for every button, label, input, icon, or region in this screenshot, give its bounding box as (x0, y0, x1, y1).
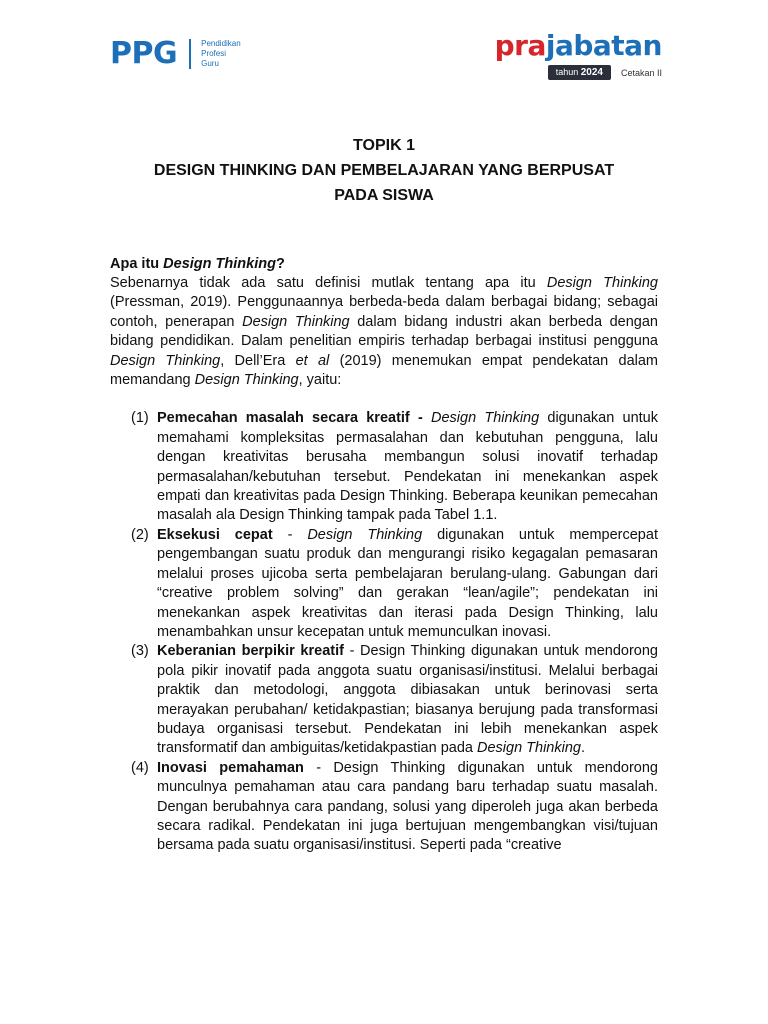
section-heading (110, 255, 658, 274)
topic-title-line: TOPIK 1 (353, 137, 415, 154)
item-tail: . (580, 740, 586, 757)
heading-emphasis: Design Thinking (163, 256, 276, 272)
intro-text: , yaitu: (298, 372, 342, 389)
item-text: - Design Thinking digunakan untuk mendorong pola pikir inovatif pada anggota suatu organisasi/institusi. Melalui berbagai praktik dan metodologi, anggota dibiasakan untuk berinovasi serta merayakan perubahan/ ketidakpastian; biasanya berujung pada transformasi budaya organisasi tersebut. Pendekatan ini lebih menekankan aspek transformatif dan ambiguitas/ketidakpastian pada (157, 643, 658, 757)
intro-text: , Dell’Era (220, 352, 296, 369)
item-text: digunakan untuk mempercepat pengembangan suatu produk dan mengurangi risiko kegagalan pemasaran melalui proses ujicoba serta pembelajaran berulang-ulang. Gabungan dari “creative problem solving” dan gerakan “lean/agile”; pendekatan ini menekankan aspek kreativitas dan iterasi pada Design Thinking, lalu menambahkan unsur kecepatan untuk memunculkan inovasi. (157, 526, 658, 640)
intro-emphasis: Design Thinking (110, 352, 221, 369)
prajabatan-part2: jabatan (545, 29, 662, 62)
year-value: 2024 (580, 67, 603, 78)
prajabatan-meta (495, 65, 662, 80)
topic-title-line: PADA SISWA (334, 187, 434, 204)
item-separator: - (272, 526, 308, 543)
topic-title-line: DESIGN THINKING DAN PEMBELAJARAN YANG BERPUSAT (153, 162, 615, 179)
ppg-sub-line: Pendidikan (201, 38, 241, 48)
approach-list (110, 409, 658, 855)
ppg-logo-subtitle (201, 39, 241, 69)
item-lead: Pemecahan masalah secara kreatif - (157, 410, 432, 427)
prajabatan-wordmark (495, 30, 662, 62)
list-number: (3) (131, 643, 149, 660)
ppg-sub-line: Profesi (201, 48, 227, 58)
list-item (131, 526, 658, 642)
intro-emphasis: Design Thinking (546, 275, 658, 291)
item-text: digunakan untuk memahami kompleksitas permasalahan dan kebutuhan pengguna, lalu dengan kreativitas berusaha membangun solusi inovatif terhadap permasalahan/kebutuhan tersebut. Pendekatan ini menekankan aspek empati dan kreativitas pada Design Thinking. Beberapa keunikan pemecahan masalah ala Design Thinking tampak pada Tabel 1.1. (157, 410, 658, 524)
topic-title (110, 133, 658, 208)
item-lead: Keberanian berpikir kreatif (157, 643, 344, 660)
ppg-logo-divider (189, 39, 191, 69)
intro-text: (Pressman, 2019). Penggunaannya berbeda-beda dalam berbagai bidang; sebagai contoh, penerapan (110, 294, 658, 330)
list-number: (2) (131, 526, 149, 543)
intro-paragraph (110, 274, 658, 390)
list-number: (1) (131, 410, 149, 427)
heading-prefix: Apa itu (110, 256, 164, 272)
ppg-sub-line: Guru (201, 58, 219, 68)
list-item (131, 642, 658, 758)
heading-suffix: ? (275, 256, 285, 272)
page-header (0, 0, 768, 100)
item-text: - Design Thinking digunakan untuk mendorong munculnya pemahaman atau cara pandang baru terhadap suatu masalah. Dengan berubahnya cara pandang, solusi yang diperoleh juga akan berbeda secara radikal. Pendekatan ini juga bertujuan mengembangkan visi/tujuan bersama pada suatu organisasi/institusi. Seperti pada “creative (157, 759, 658, 854)
item-emphasis: Design Thinking (307, 526, 423, 543)
intro-emphasis: Design Thinking (194, 372, 299, 389)
item-emphasis: Design Thinking (431, 410, 540, 427)
intro-text: Sebenarnya tidak ada satu definisi mutlak tentang apa itu (110, 275, 547, 291)
intro-emphasis: et al (295, 352, 330, 369)
document-body (110, 133, 658, 856)
intro-text: (2019) menemukan empat pendekatan dalam memandang (110, 352, 658, 389)
list-number: (4) (131, 759, 149, 776)
item-emphasis: Design Thinking (477, 740, 581, 757)
year-badge (548, 65, 611, 80)
year-prefix: tahun (555, 67, 581, 77)
ppg-logo-word: PPG (110, 36, 178, 71)
list-item (131, 409, 658, 525)
edition-label: Cetakan II (620, 67, 662, 78)
item-lead: Eksekusi cepat (157, 526, 273, 543)
intro-text: dalam bidang industri akan berbeda dengan bidang pendidikan. Dalam penelitian empiris terhadap berbagai institusi pengguna (110, 313, 658, 350)
prajabatan-logo (495, 30, 662, 80)
list-item (131, 759, 658, 856)
item-lead: Inovasi pemahaman (157, 759, 304, 776)
intro-emphasis: Design Thinking (242, 313, 350, 330)
ppg-logo (110, 36, 241, 71)
prajabatan-part1: pra (494, 29, 546, 62)
